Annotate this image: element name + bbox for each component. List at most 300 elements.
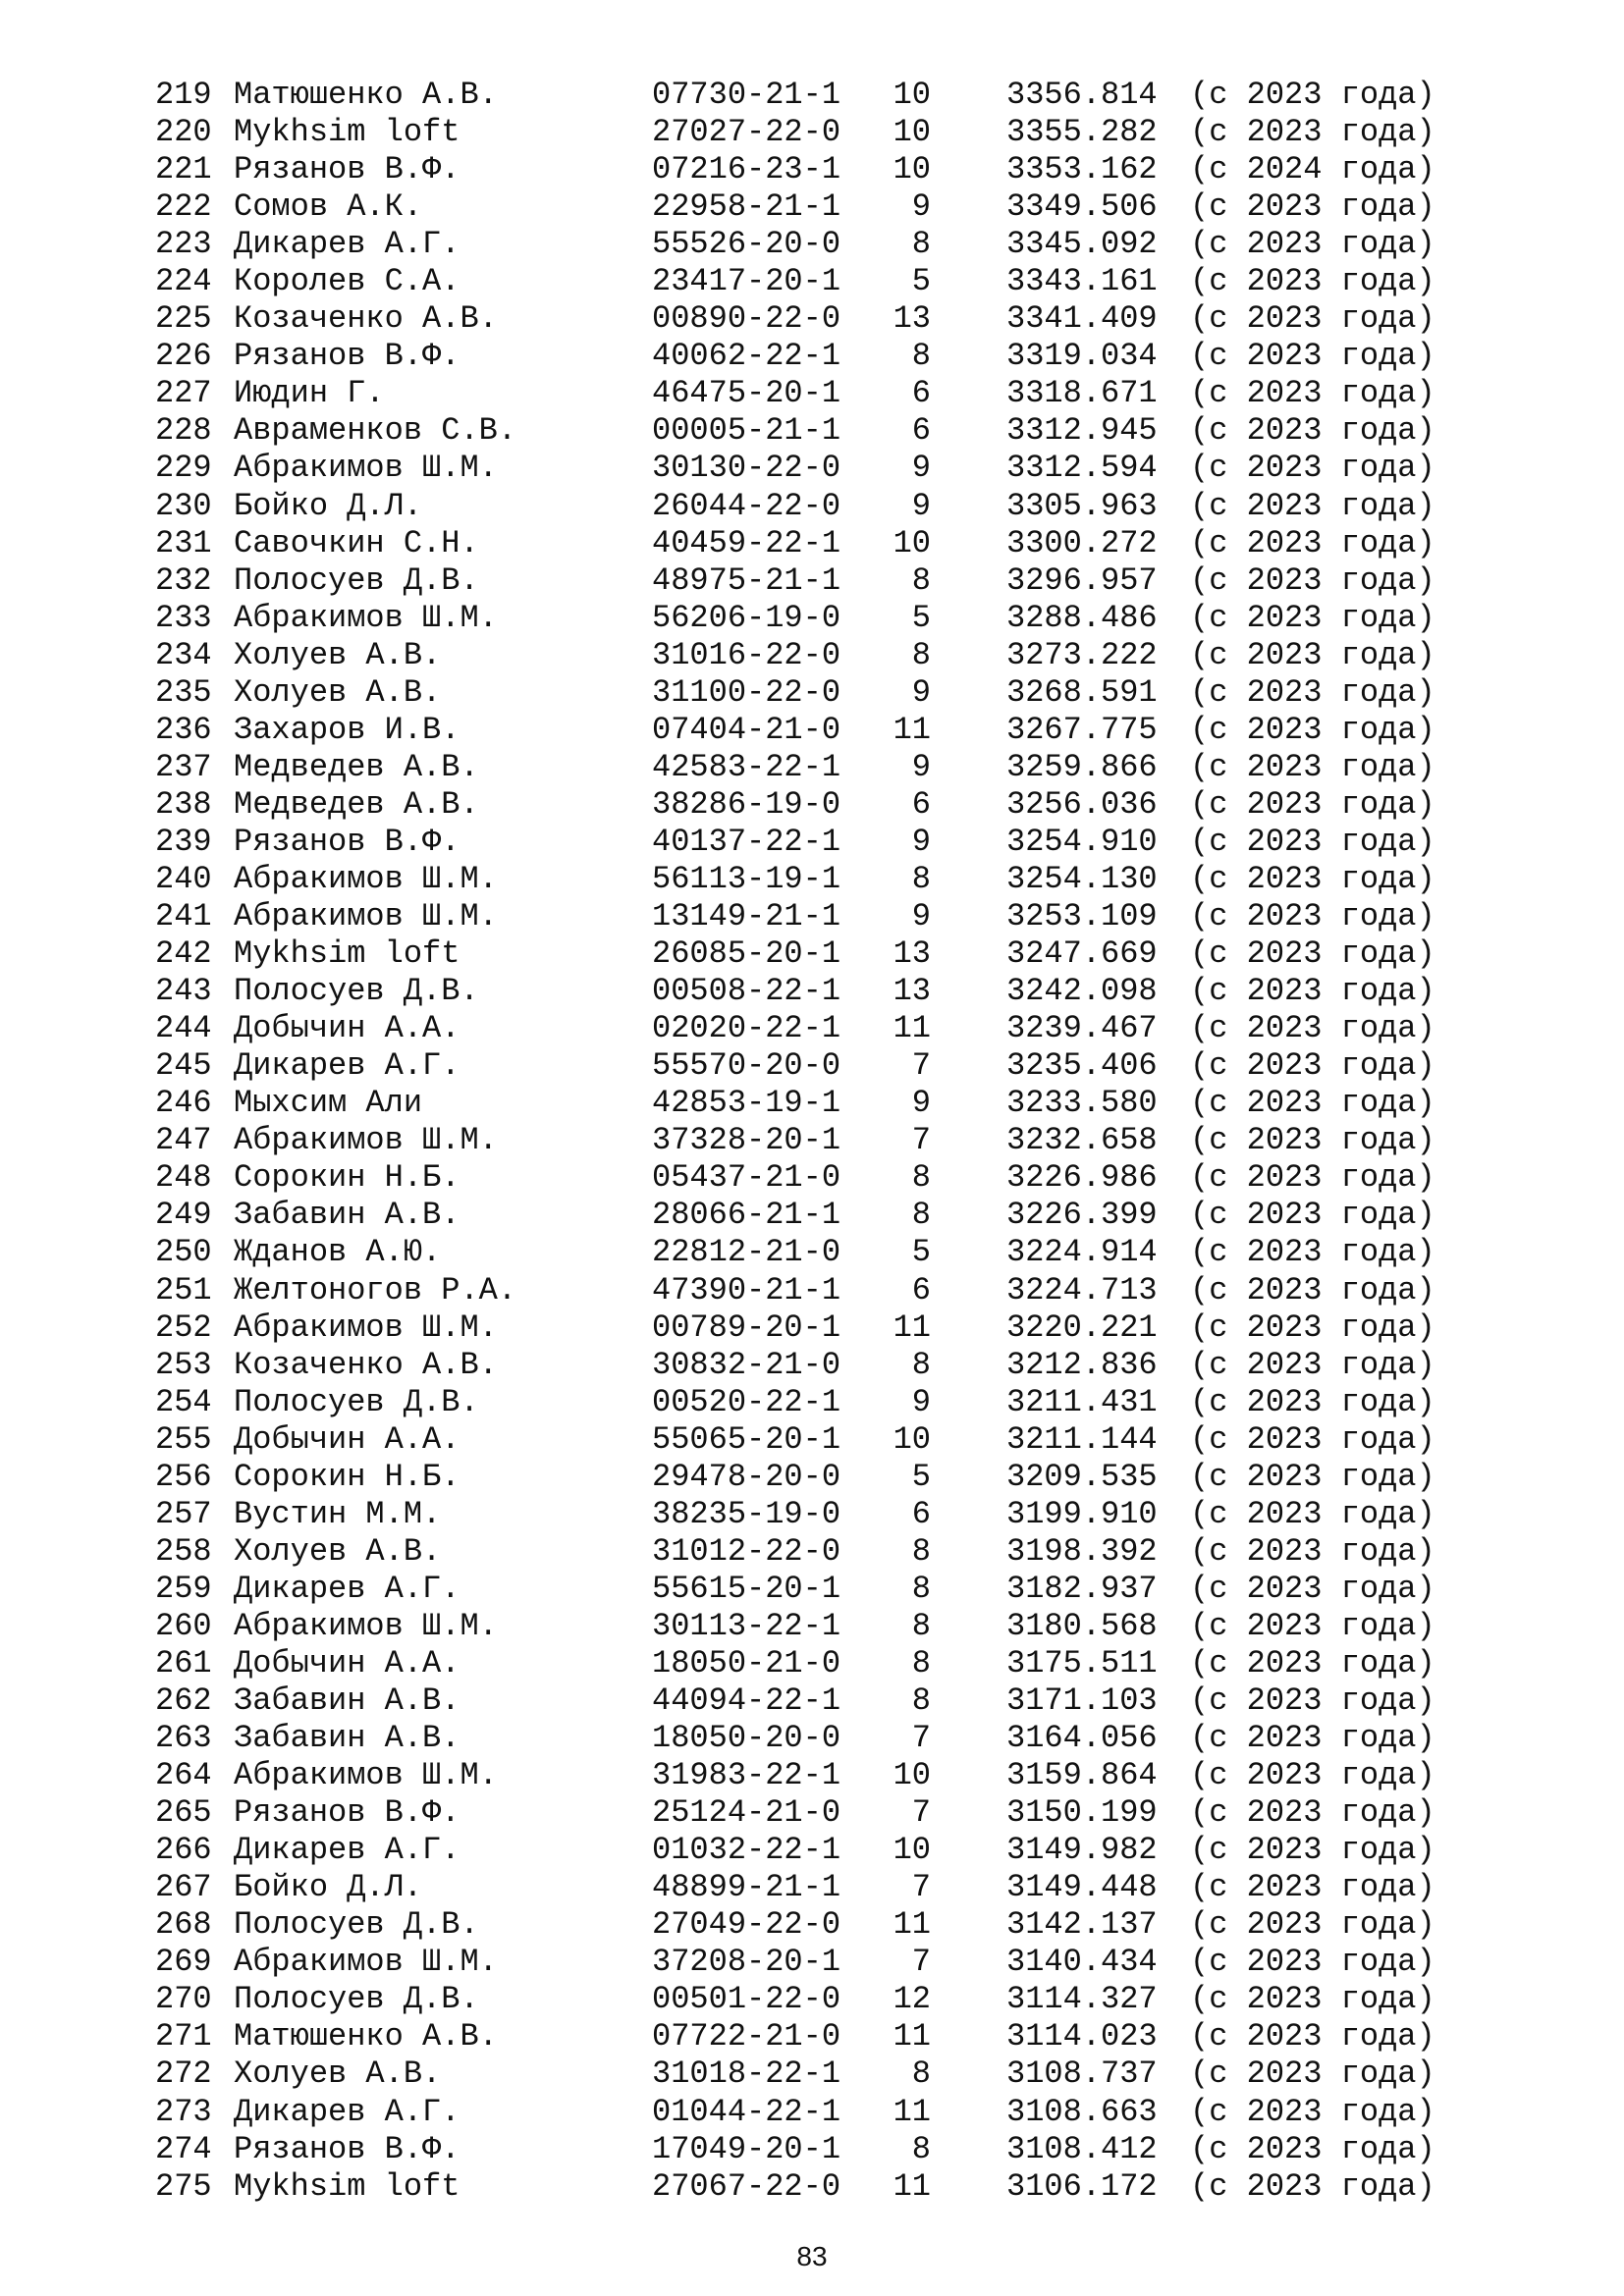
list-item — [0, 1832, 1624, 1869]
participant-name: Холуев А.В. — [234, 1532, 442, 1570]
participant-name: Дикарев А.Г. — [234, 1570, 460, 1607]
participant-name: Матюшенко А.В. — [234, 77, 498, 113]
entry-count: 7 — [911, 1122, 931, 1159]
participant-name: Июдин Г. — [234, 375, 385, 412]
rating-score: 3254.910 — [1006, 823, 1158, 860]
rating-score: 3224.713 — [1006, 1271, 1158, 1308]
participant-name: Холуев А.В. — [234, 2056, 442, 2093]
rating-score: 3259.866 — [1006, 748, 1158, 785]
rank-number: 249 — [155, 1197, 212, 1234]
rank-number: 254 — [155, 1383, 212, 1420]
participant-name: Добычин А.А. — [234, 1010, 460, 1047]
list-item — [0, 1421, 1624, 1459]
rating-score: 3226.986 — [1006, 1159, 1158, 1197]
participant-name: Дикарев А.Г. — [234, 226, 460, 263]
year-note: (с 2023 года) — [1190, 1308, 1435, 1346]
entry-count: 10 — [893, 114, 931, 151]
list-item — [0, 1197, 1624, 1234]
list-item — [0, 562, 1624, 600]
entry-code: 07722-21-0 — [652, 2018, 841, 2056]
rank-number: 262 — [155, 1682, 212, 1720]
rank-number: 256 — [155, 1458, 212, 1495]
year-note: (с 2023 года) — [1190, 1832, 1435, 1869]
rating-score: 3233.580 — [1006, 1085, 1158, 1122]
entry-count: 5 — [911, 1234, 931, 1271]
rank-number: 244 — [155, 1010, 212, 1047]
list-item — [0, 786, 1624, 824]
list-item — [0, 1122, 1624, 1159]
list-item — [0, 188, 1624, 226]
list-item — [0, 77, 1624, 114]
year-note: (с 2023 года) — [1190, 1607, 1435, 1644]
entry-count: 9 — [911, 487, 931, 524]
rating-score: 3180.568 — [1006, 1607, 1158, 1644]
rating-score: 3198.392 — [1006, 1532, 1158, 1570]
list-item — [0, 935, 1624, 973]
year-note: (с 2023 года) — [1190, 1458, 1435, 1495]
rank-number: 253 — [155, 1346, 212, 1383]
rating-score: 3150.199 — [1006, 1794, 1158, 1832]
entry-count: 8 — [911, 2056, 931, 2093]
entry-count: 11 — [893, 2018, 931, 2056]
participant-name: Дикарев А.Г. — [234, 1047, 460, 1085]
rank-number: 241 — [155, 898, 212, 935]
list-item — [0, 1309, 1624, 1347]
participant-name: Рязанов В.Ф. — [234, 1794, 460, 1832]
rank-number: 222 — [155, 188, 212, 226]
entry-count: 8 — [911, 1644, 931, 1682]
year-note: (с 2023 года) — [1190, 263, 1435, 300]
rank-number: 272 — [155, 2056, 212, 2093]
entry-count: 7 — [911, 1794, 931, 1832]
list-item — [0, 1981, 1624, 2018]
rating-score: 3353.162 — [1006, 151, 1158, 188]
entry-code: 26085-20-1 — [652, 935, 841, 973]
rating-score: 3318.671 — [1006, 375, 1158, 412]
entry-code: 07404-21-0 — [652, 711, 841, 748]
year-note: (с 2023 года) — [1190, 1532, 1435, 1570]
year-note: (с 2023 года) — [1190, 375, 1435, 412]
list-item — [0, 263, 1624, 300]
entry-code: 01032-22-1 — [652, 1832, 841, 1869]
rating-score: 3254.130 — [1006, 860, 1158, 897]
rating-score: 3182.937 — [1006, 1570, 1158, 1607]
list-item — [0, 488, 1624, 525]
entry-code: 31018-22-1 — [652, 2056, 841, 2093]
rating-score: 3220.221 — [1006, 1308, 1158, 1346]
entry-count: 8 — [911, 1346, 931, 1383]
participant-name: Савочкин С.Н. — [234, 524, 479, 561]
rank-number: 267 — [155, 1869, 212, 1906]
entry-code: 02020-22-1 — [652, 1010, 841, 1047]
list-item — [0, 300, 1624, 338]
rating-score: 3288.486 — [1006, 599, 1158, 636]
participant-name: Забавин А.В. — [234, 1720, 460, 1757]
entry-count: 11 — [893, 2167, 931, 2205]
rating-score: 3355.282 — [1006, 114, 1158, 151]
entry-code: 00005-21-1 — [652, 412, 841, 450]
entry-count: 6 — [911, 412, 931, 450]
entry-count: 7 — [911, 1047, 931, 1085]
rating-score: 3212.836 — [1006, 1346, 1158, 1383]
participant-name: Забавин А.В. — [234, 1197, 460, 1234]
entry-code: 46475-20-1 — [652, 375, 841, 412]
year-note: (с 2023 года) — [1190, 2056, 1435, 2093]
rating-score: 3312.594 — [1006, 450, 1158, 487]
participant-name: Матюшенко А.В. — [234, 2018, 498, 2056]
list-item — [0, 1944, 1624, 1981]
rating-score: 3247.669 — [1006, 935, 1158, 973]
entry-count: 7 — [911, 1869, 931, 1906]
participant-name: Сорокин Н.Б. — [234, 1458, 460, 1495]
rank-number: 275 — [155, 2167, 212, 2205]
rank-number: 236 — [155, 711, 212, 748]
participant-name: Рязанов В.Ф. — [234, 823, 460, 860]
entry-count: 8 — [911, 1159, 931, 1197]
rating-score: 3149.982 — [1006, 1832, 1158, 1869]
year-note: (с 2023 года) — [1190, 1271, 1435, 1308]
participant-name: Полосуев Д.В. — [234, 1906, 479, 1944]
page-number: 83 — [796, 2241, 828, 2271]
rating-score: 3106.172 — [1006, 2167, 1158, 2205]
list-item — [0, 898, 1624, 935]
rating-score: 3256.036 — [1006, 785, 1158, 823]
participant-name: Дикарев А.Г. — [234, 2093, 460, 2130]
entry-count: 11 — [893, 711, 931, 748]
rank-number: 223 — [155, 226, 212, 263]
participant-name: Сомов А.К. — [234, 188, 423, 226]
list-item — [0, 1459, 1624, 1496]
rating-score: 3164.056 — [1006, 1720, 1158, 1757]
list-item — [0, 1571, 1624, 1608]
rank-number: 243 — [155, 973, 212, 1010]
rating-score: 3341.409 — [1006, 300, 1158, 338]
year-note: (с 2023 года) — [1190, 1570, 1435, 1607]
list-item — [0, 2018, 1624, 2056]
entry-code: 55570-20-0 — [652, 1047, 841, 1085]
rank-number: 251 — [155, 1271, 212, 1308]
entry-code: 00789-20-1 — [652, 1308, 841, 1346]
list-item — [0, 1234, 1624, 1271]
rank-number: 227 — [155, 375, 212, 412]
year-note: (с 2023 года) — [1190, 1794, 1435, 1832]
entry-count: 13 — [893, 973, 931, 1010]
rank-number: 239 — [155, 823, 212, 860]
participant-name: Mykhsim loft — [234, 935, 460, 973]
entry-count: 5 — [911, 263, 931, 300]
entry-count: 10 — [893, 1757, 931, 1794]
year-note: (с 2023 года) — [1190, 785, 1435, 823]
rating-score: 3349.506 — [1006, 188, 1158, 226]
entry-count: 8 — [911, 860, 931, 897]
rating-score: 3305.963 — [1006, 487, 1158, 524]
year-note: (с 2023 года) — [1190, 860, 1435, 897]
rating-score: 3239.467 — [1006, 1010, 1158, 1047]
participant-name: Полосуев Д.В. — [234, 561, 479, 599]
entry-code: 29478-20-0 — [652, 1458, 841, 1495]
entry-count: 9 — [911, 188, 931, 226]
entry-count: 8 — [911, 2130, 931, 2167]
rank-number: 221 — [155, 151, 212, 188]
entry-code: 22812-21-0 — [652, 1234, 841, 1271]
year-note: (с 2023 года) — [1190, 412, 1435, 450]
rating-score: 3159.864 — [1006, 1757, 1158, 1794]
entry-count: 9 — [911, 898, 931, 935]
list-item — [0, 412, 1624, 450]
entry-count: 8 — [911, 338, 931, 375]
participant-name: Холуев А.В. — [234, 636, 442, 673]
rank-number: 245 — [155, 1047, 212, 1085]
participant-name: Козаченко А.В. — [234, 1346, 498, 1383]
year-note: (с 2023 года) — [1190, 636, 1435, 673]
year-note: (с 2023 года) — [1190, 300, 1435, 338]
year-note: (с 2023 года) — [1190, 898, 1435, 935]
rating-score: 3108.663 — [1006, 2093, 1158, 2130]
list-item — [0, 749, 1624, 786]
year-note: (с 2023 года) — [1190, 1757, 1435, 1794]
entry-code: 30113-22-1 — [652, 1607, 841, 1644]
entry-code: 18050-20-0 — [652, 1720, 841, 1757]
entry-count: 9 — [911, 673, 931, 711]
rank-number: 219 — [155, 77, 212, 113]
entry-code: 13149-21-1 — [652, 898, 841, 935]
rank-number: 269 — [155, 1944, 212, 1981]
list-item — [0, 973, 1624, 1010]
list-item — [0, 1347, 1624, 1384]
participant-name: Забавин А.В. — [234, 1682, 460, 1720]
list-item — [0, 226, 1624, 263]
participant-name: Сорокин Н.Б. — [234, 1159, 460, 1197]
list-item — [0, 1159, 1624, 1197]
participant-name: Абракимов Ш.М. — [234, 599, 498, 636]
participant-name: Mykhsim loft — [234, 114, 460, 151]
rating-score: 3343.161 — [1006, 263, 1158, 300]
entry-count: 7 — [911, 1944, 931, 1981]
list-item — [0, 1496, 1624, 1533]
participant-name: Абракимов Ш.М. — [234, 898, 498, 935]
rank-number: 229 — [155, 450, 212, 487]
rank-number: 268 — [155, 1906, 212, 1944]
year-note: (с 2023 года) — [1190, 935, 1435, 973]
year-note: (с 2023 года) — [1190, 77, 1435, 113]
participant-name: Абракимов Ш.М. — [234, 1757, 498, 1794]
rank-number: 235 — [155, 673, 212, 711]
year-note: (с 2023 года) — [1190, 561, 1435, 599]
list-item — [0, 151, 1624, 188]
rating-score: 3108.412 — [1006, 2130, 1158, 2167]
year-note: (с 2023 года) — [1190, 1944, 1435, 1981]
entry-count: 8 — [911, 1607, 931, 1644]
entry-code: 07730-21-1 — [652, 77, 841, 113]
entry-code: 55526-20-0 — [652, 226, 841, 263]
year-note: (с 2023 года) — [1190, 226, 1435, 263]
year-note: (с 2023 года) — [1190, 1720, 1435, 1757]
year-note: (с 2023 года) — [1190, 1383, 1435, 1420]
participant-name: Полосуев Д.В. — [234, 1383, 479, 1420]
year-note: (с 2023 года) — [1190, 338, 1435, 375]
rank-number: 274 — [155, 2130, 212, 2167]
year-note: (с 2023 года) — [1190, 1346, 1435, 1383]
participant-name: Абракимов Ш.М. — [234, 1122, 498, 1159]
year-note: (с 2023 года) — [1190, 1122, 1435, 1159]
rating-score: 3312.945 — [1006, 412, 1158, 450]
year-note: (с 2023 года) — [1190, 188, 1435, 226]
entry-count: 12 — [893, 1981, 931, 2018]
list-item — [0, 861, 1624, 898]
entry-code: 42583-22-1 — [652, 748, 841, 785]
year-note: (с 2023 года) — [1190, 1981, 1435, 2018]
year-note: (с 2023 года) — [1190, 1495, 1435, 1532]
participant-name: Рязанов В.Ф. — [234, 2130, 460, 2167]
participant-name: Королев С.А. — [234, 263, 460, 300]
rank-number: 240 — [155, 860, 212, 897]
rank-number: 247 — [155, 1122, 212, 1159]
year-note: (с 2023 года) — [1190, 1234, 1435, 1271]
entry-code: 27049-22-0 — [652, 1906, 841, 1944]
rank-number: 265 — [155, 1794, 212, 1832]
entry-count: 9 — [911, 748, 931, 785]
year-note: (с 2023 года) — [1190, 2130, 1435, 2167]
rating-score: 3114.327 — [1006, 1981, 1158, 2018]
rating-score: 3199.910 — [1006, 1495, 1158, 1532]
entry-code: 27067-22-0 — [652, 2167, 841, 2205]
participant-name: Мыхсим Али — [234, 1085, 423, 1122]
participant-name: Абракимов Ш.М. — [234, 450, 498, 487]
entry-code: 17049-20-1 — [652, 2130, 841, 2167]
rating-score: 3273.222 — [1006, 636, 1158, 673]
rank-number: 228 — [155, 412, 212, 450]
rank-number: 225 — [155, 300, 212, 338]
year-note: (с 2023 года) — [1190, 2093, 1435, 2130]
list-item — [0, 375, 1624, 412]
entry-count: 9 — [911, 1383, 931, 1420]
year-note: (с 2023 года) — [1190, 823, 1435, 860]
year-note: (с 2023 года) — [1190, 1682, 1435, 1720]
rank-number: 248 — [155, 1159, 212, 1197]
rating-score: 3142.137 — [1006, 1906, 1158, 1944]
rank-number: 232 — [155, 561, 212, 599]
entry-code: 40062-22-1 — [652, 338, 841, 375]
list-item — [0, 824, 1624, 861]
year-note: (с 2023 года) — [1190, 748, 1435, 785]
entry-code: 01044-22-1 — [652, 2093, 841, 2130]
participant-name: Добычин А.А. — [234, 1420, 460, 1458]
year-note: (с 2023 года) — [1190, 1420, 1435, 1458]
rank-number: 258 — [155, 1532, 212, 1570]
year-note: (с 2023 года) — [1190, 2167, 1435, 2205]
entry-code: 26044-22-0 — [652, 487, 841, 524]
entry-code: 18050-21-0 — [652, 1644, 841, 1682]
list-item — [0, 1906, 1624, 1944]
rating-score: 3209.535 — [1006, 1458, 1158, 1495]
entry-count: 8 — [911, 226, 931, 263]
list-item — [0, 2056, 1624, 2093]
list-item — [0, 1272, 1624, 1309]
list-item — [0, 1085, 1624, 1122]
entry-code: 37208-20-1 — [652, 1944, 841, 1981]
participant-name: Добычин А.А. — [234, 1644, 460, 1682]
year-note: (с 2023 года) — [1190, 599, 1435, 636]
entry-count: 9 — [911, 450, 931, 487]
entry-code: 00520-22-1 — [652, 1383, 841, 1420]
year-note: (с 2023 года) — [1190, 1010, 1435, 1047]
year-note: (с 2023 года) — [1190, 1085, 1435, 1122]
entry-code: 22958-21-1 — [652, 188, 841, 226]
rating-score: 3171.103 — [1006, 1682, 1158, 1720]
rating-score: 3300.272 — [1006, 524, 1158, 561]
rating-score: 3175.511 — [1006, 1644, 1158, 1682]
year-note: (с 2023 года) — [1190, 1159, 1435, 1197]
year-note: (с 2023 года) — [1190, 524, 1435, 561]
participant-name: Полосуев Д.В. — [234, 1981, 479, 2018]
rating-score: 3232.658 — [1006, 1122, 1158, 1159]
participant-name: Медведев А.В. — [234, 785, 479, 823]
rank-number: 257 — [155, 1495, 212, 1532]
entry-count: 8 — [911, 1682, 931, 1720]
participant-name: Рязанов В.Ф. — [234, 338, 460, 375]
entry-code: 00890-22-0 — [652, 300, 841, 338]
list-item — [0, 2131, 1624, 2168]
participant-name: Абракимов Ш.М. — [234, 1308, 498, 1346]
participant-name: Желтоногов Р.А. — [234, 1271, 517, 1308]
year-note: (с 2023 года) — [1190, 487, 1435, 524]
entry-code: 00508-22-1 — [652, 973, 841, 1010]
participant-name: Бойко Д.Л. — [234, 1869, 423, 1906]
rank-number: 264 — [155, 1757, 212, 1794]
rating-score: 3226.399 — [1006, 1197, 1158, 1234]
participant-name: Авраменков С.В. — [234, 412, 517, 450]
list-item — [0, 674, 1624, 712]
entry-count: 8 — [911, 561, 931, 599]
entry-count: 11 — [893, 1906, 931, 1944]
list-item — [0, 1384, 1624, 1421]
entry-code: 00501-22-0 — [652, 1981, 841, 2018]
year-note: (с 2023 года) — [1190, 114, 1435, 151]
entry-code: 07216-23-1 — [652, 151, 841, 188]
entry-count: 9 — [911, 1085, 931, 1122]
rating-score: 3114.023 — [1006, 2018, 1158, 2056]
rating-score: 3140.434 — [1006, 1944, 1158, 1981]
entry-code: 25124-21-0 — [652, 1794, 841, 1832]
entry-code: 31016-22-0 — [652, 636, 841, 673]
entry-code: 27027-22-0 — [652, 114, 841, 151]
entry-count: 9 — [911, 823, 931, 860]
year-note: (с 2023 года) — [1190, 450, 1435, 487]
rating-score: 3224.914 — [1006, 1234, 1158, 1271]
rank-number: 260 — [155, 1607, 212, 1644]
entry-code: 42853-19-1 — [652, 1085, 841, 1122]
participant-name: Жданов А.Ю. — [234, 1234, 442, 1271]
rank-number: 230 — [155, 487, 212, 524]
entry-count: 10 — [893, 524, 931, 561]
list-item — [0, 637, 1624, 674]
entry-code: 38235-19-0 — [652, 1495, 841, 1532]
entry-count: 7 — [911, 1720, 931, 1757]
rating-score: 3345.092 — [1006, 226, 1158, 263]
year-note: (с 2023 года) — [1190, 711, 1435, 748]
participant-name: Вустин М.М. — [234, 1495, 442, 1532]
rank-number: 250 — [155, 1234, 212, 1271]
entry-code: 40459-22-1 — [652, 524, 841, 561]
year-note: (с 2023 года) — [1190, 1197, 1435, 1234]
list-item — [0, 114, 1624, 151]
list-item — [0, 1533, 1624, 1571]
participant-name: Рязанов В.Ф. — [234, 151, 460, 188]
participant-name: Медведев А.В. — [234, 748, 479, 785]
rank-number: 255 — [155, 1420, 212, 1458]
list-item — [0, 338, 1624, 375]
entry-count: 8 — [911, 1570, 931, 1607]
